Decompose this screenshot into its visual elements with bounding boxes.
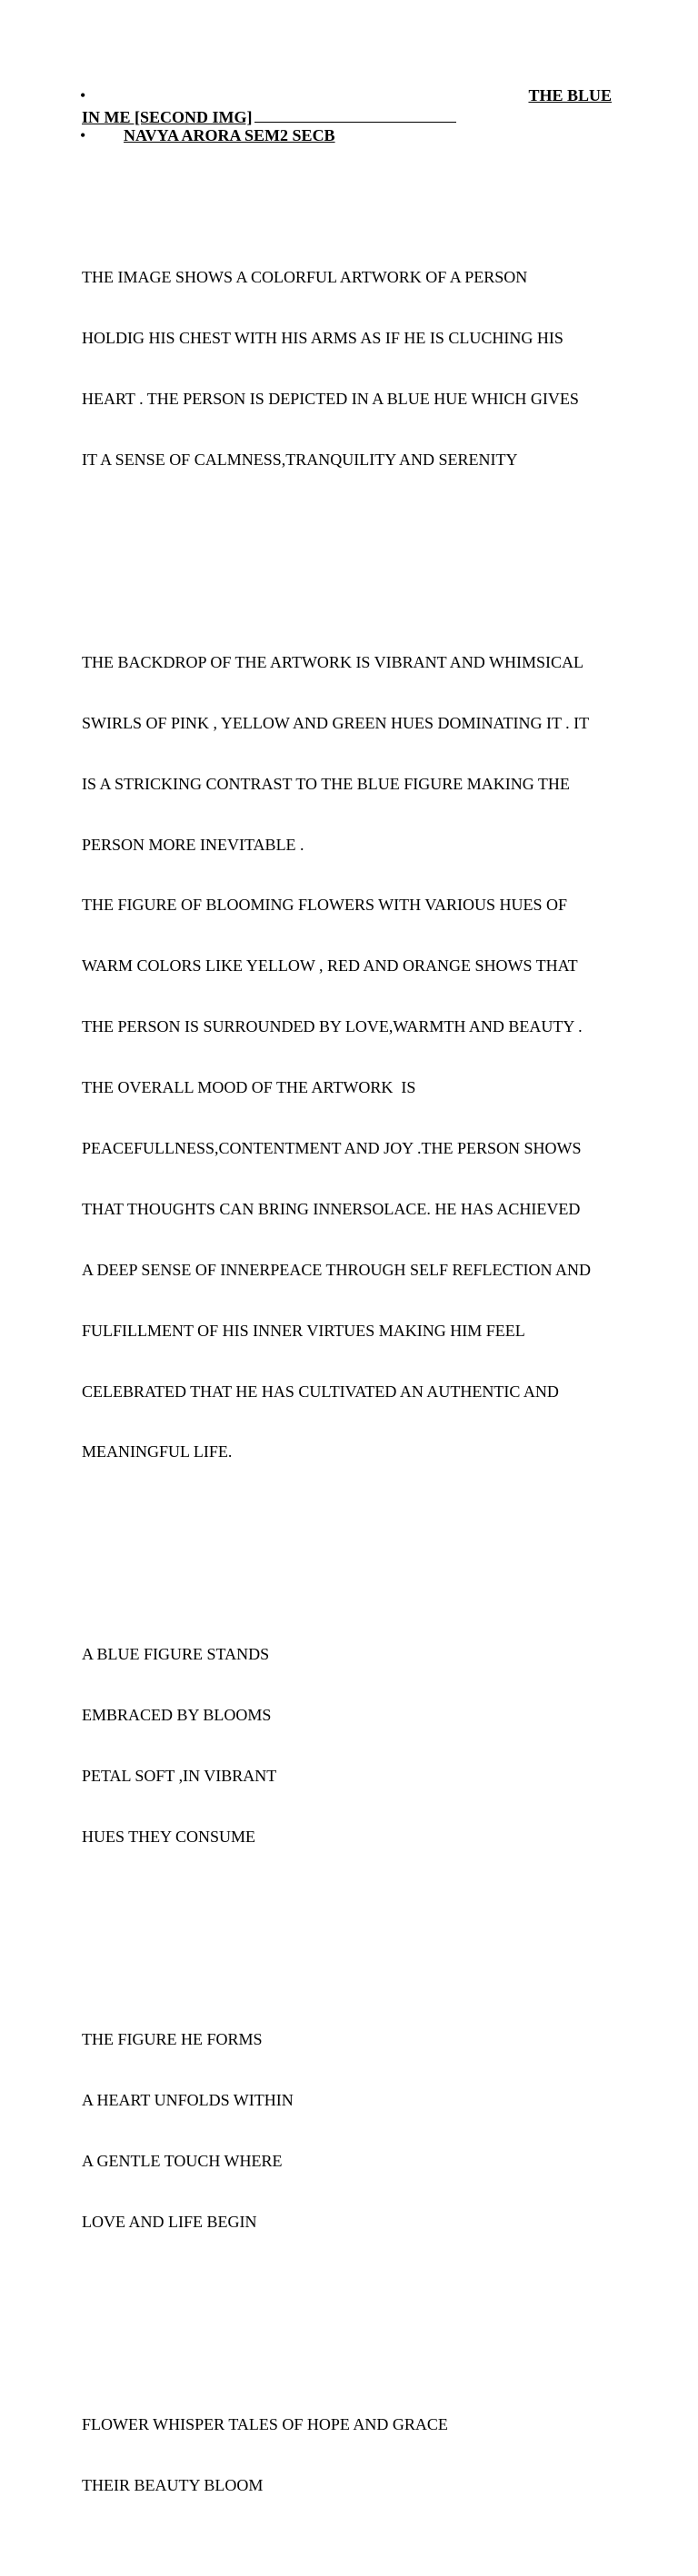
text-line: HEART . THE PERSON IS DEPICTED IN A BLUE HUE WHICH GIVES — [82, 389, 579, 408]
paragraph-gap — [82, 550, 627, 570]
text-line: THE IMAGE SHOWS A COLORFUL ARTWORK OF A PERSON — [82, 268, 528, 287]
text-line: THE OVERALL MOOD OF THE ARTWORK IS — [82, 1078, 416, 1097]
poem-line: A GENTLE TOUCH WHERE — [82, 2151, 283, 2170]
paragraph-gap — [82, 2313, 627, 2333]
text-line: FULFILLMENT OF HIS INNER VIRTUES MAKING HIM FEEL — [82, 1321, 525, 1340]
poem-stanza-1 — [82, 1604, 627, 1887]
text-line: THE PERSON IS SURROUNDED BY LOVE,WARMTH AND BEAUTY . — [82, 1017, 583, 1036]
poem-line: A BLUE FIGURE STANDS — [82, 1645, 270, 1664]
text-line: IT A SENSE OF CALMNESS,TRANQUILITY AND SERENITY — [82, 450, 518, 469]
text-line: THE BACKDROP OF THE ARTWORK IS VIBRANT AND WHIMSICAL — [82, 652, 583, 671]
bullet-icon: • — [80, 86, 86, 104]
text-line: WARM COLORS LIKE YELLOW , RED AND ORANGE SHOWS THAT — [82, 956, 578, 976]
text-line: THE FIGURE OF BLOOMING FLOWERS WITH VARIOUS HUES OF — [82, 896, 568, 915]
paragraph-1 — [82, 227, 627, 510]
text-line: PEACEFULLNESS,CONTENTMENT AND JOY .THE PERSON SHOWS — [82, 1138, 582, 1157]
bullet-icon: • — [80, 126, 86, 144]
text-line: PERSON MORE INEVITABLE . — [82, 835, 304, 854]
poem-line: EMBRACED BY BLOOMS — [82, 1706, 272, 1725]
text-line: HOLDIG HIS CHEST WITH HIS ARMS AS IF HE IS CLUCHING HIS — [82, 329, 563, 348]
author-line: NAVYA ARORA SEM2 SECB — [124, 126, 335, 144]
poem-line: A HEART UNFOLDS WITHIN — [82, 2090, 294, 2109]
paragraph-gap — [82, 1543, 627, 1563]
text-line: A DEEP SENSE OF INNERPEACE THROUGH SELF REFLECTION AND — [82, 1260, 592, 1279]
text-line: THAT THOUGHTS CAN BRING INNERSOLACE. HE HAS ACHIEVED — [82, 1199, 581, 1218]
text-line: IS A STRICKING CONTRAST TO THE BLUE FIGURE MAKING THE — [82, 774, 570, 793]
text-line: CELEBRATED THAT HE HAS CULTIVATED AN AUTHENTIC AND — [82, 1382, 559, 1401]
poem-line: PETAL SOFT ,IN VIBRANT — [82, 1767, 277, 1786]
title-line-1: THE BLUE — [528, 86, 612, 104]
poem-stanza-3 — [82, 2373, 627, 2535]
poem-line: HUES THEY CONSUME — [82, 1828, 256, 1847]
title-line-2 — [82, 105, 456, 127]
poem-line: LOVE AND LIFE BEGIN — [82, 2212, 257, 2231]
poem-line: THE FIGURE HE FORMS — [82, 2030, 263, 2049]
text-line: MEANINGFUL LIFE. — [82, 1442, 233, 1461]
poem-line: THEIR BEAUTY BLOOM — [82, 2475, 264, 2494]
text-line: SWIRLS OF PINK , YELLOW AND GREEN HUES DOMINATING IT . IT — [82, 713, 590, 732]
paragraph-gap — [82, 1928, 627, 1948]
body-text — [82, 186, 627, 2576]
poem-stanza-2 — [82, 1988, 627, 2272]
paragraph-2 — [82, 611, 627, 1502]
poem-line: FLOWER WHISPER TALES OF HOPE AND GRACE — [82, 2414, 448, 2433]
title-line-2-text: IN ME [SECOND IMG] — [82, 108, 253, 126]
title-underline-tail — [254, 105, 456, 123]
